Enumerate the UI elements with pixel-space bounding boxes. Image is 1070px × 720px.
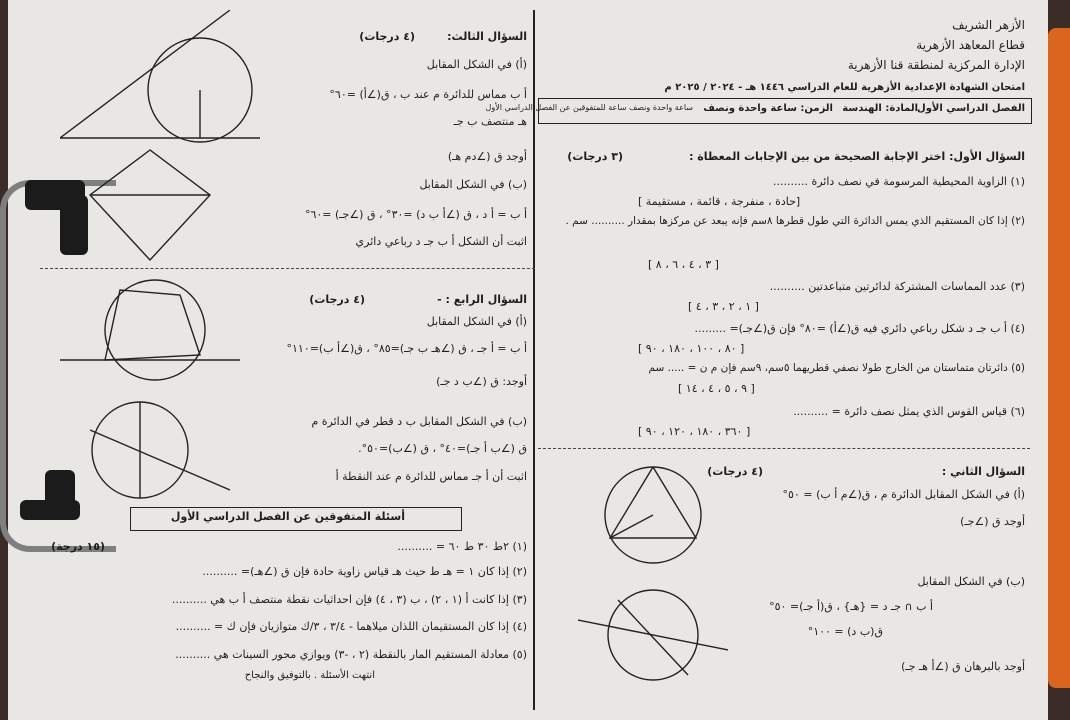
q1-item2-choices: [ ٣ ، ٤ ، ٦ ، ٨ ] (648, 258, 719, 271)
q2-b3: ق(ب د) = ١٠٠° (807, 625, 883, 638)
q1-item3: (٣) عدد المماسات المشتركة لدائرتين متباعدتين .......... (769, 280, 1025, 293)
q5-footer: انتهت الأسئلة . بالتوفيق والنجاح (244, 670, 375, 681)
q1-item1: (١) الزاوية المحيطية المرسومة في نصف دائرة .......... (773, 175, 1025, 188)
orange-folder-tab (1048, 28, 1070, 688)
q1-title: السؤال الأول: اختر الإجابة الصحيحة من بين الإجابات المعطاة : (689, 150, 1025, 163)
q4-a3: أوجد: ق (∠ب د جـ) (436, 375, 527, 388)
q1-item5-choices: [ ٩ ، ٥ ، ٤ ، ١٤ ] (678, 382, 755, 395)
q1-item1-choices: [ حادة ، منفرجة ، قائمة ، مستقيمة] (638, 195, 801, 208)
subject-label: المادة: الهندسة (842, 103, 918, 114)
q3-b3: اثبت أن الشكل أ ب جـ د رباعي دائري (355, 235, 527, 248)
exam-title: امتحان الشهادة الإعدادية الأزهرية للعام الدراسي ١٤٤٦ هـ - ٢٠٢٤ / ٢٠٢٥ م (664, 82, 1025, 93)
instructions-label: ساعة واحدة ونصف ساعة للمتفوقين عن الفصل الدراسي الأول (485, 103, 693, 112)
q5-item5: (٥) معادلة المستقيم المار بالنقطة (٢ ، -٣) ويوازي محور السينات هي .......... (175, 648, 527, 661)
q2-a2: أوجد ق (∠جـ) (960, 515, 1025, 528)
q1-item2: (٢) إذا كان المستقيم الذي يمس الدائرة التي طول قطرها ٨سم فإنه يبعد عن مركزها بمقدار .......... سم . (565, 215, 1025, 227)
q4-a2: أ ب = أ جـ ، ق (∠هـ ب جـ)=٨٥° ، ق(∠أ ب)=١١٠° (286, 342, 527, 355)
q1-item6: (٦) قياس القوس الذي يمثل نصف دائرة = .......... (793, 405, 1025, 418)
q1-marks: (٣ درجات) (567, 150, 623, 163)
header-line3: الإدارة المركزية لمنطقة قنا الأزهرية (847, 58, 1025, 72)
q3a-figure (60, 10, 260, 145)
q4-b3: اثبت أن أ جـ مماس للدائرة م عند النقطة أ (335, 470, 527, 483)
q5-item3: (٣) إذا كانت أ (١ ، ٢) ، ب (٣ ، ٤) فإن احداثيات نقطة منتصف أ ب هي .......... (171, 593, 527, 606)
q3-b1: (ب) في الشكل المقابل (419, 178, 527, 191)
q3-a1: (أ) في الشكل المقابل (426, 58, 527, 71)
q1-item3-choices: [ ١ ، ٢ ، ٣ ، ٤ ] (688, 300, 759, 313)
q5-item1: (١) ٢ط ٣٠ ط ٦٠ = .......... (397, 540, 527, 553)
q3-a2: أ ب مماس للدائرة م عند ب ، ق(∠أ) =٦٠° (329, 88, 527, 101)
q4b-figure (70, 390, 240, 505)
header-line1: الأزهر الشريف (952, 18, 1025, 32)
q2-a1: (أ) في الشكل المقابل الدائرة م ، ق(∠م أ ب) = ٥٠° (782, 488, 1025, 501)
q5-item2: (٢) إذا كان ١ = هـ ط حيث هـ قياس زاوية حادة فإن ق (∠هـ)= .......... (202, 565, 527, 578)
q3-divider (40, 268, 535, 269)
q3-a3: هـ منتصف ب جـ (453, 115, 527, 128)
q2-b1: (ب) في الشكل المقابل (917, 575, 1025, 588)
q5-marks: (١٥ درجة) (51, 540, 105, 553)
q4-b2: ق (∠ب أ جـ)=٤٠° ، ق (∠ب)=٥٠°. (358, 442, 527, 455)
q3-title: السؤال الثالث: (447, 30, 527, 43)
q2a-figure (578, 460, 728, 570)
q2-title: السؤال الثاني : (941, 465, 1025, 478)
q3-a4: أوجد ق (∠دم هـ) (447, 150, 527, 163)
q1-divider (538, 448, 1030, 449)
q5-item4: (٤) إذا كان المستقيمان اللذان ميلاهما - ٣/٤ ، ٣/ك متوازيان فإن ك = .......... (175, 620, 527, 633)
q4a-figure (60, 275, 240, 390)
q2-b2: أ ب ∩ جـ د = {هـ} ، ق(أ جـ)= ٥٠° (769, 600, 933, 613)
q1-item5: (٥) دائرتان متماستان من الخارج طولا نصفي قطريهما ٥سم، ٩سم فإن م ن = ..... سم (648, 362, 1025, 374)
q4-a1: (أ) في الشكل المقابل (426, 315, 527, 328)
q2b-figure (578, 580, 728, 690)
q3b-figure (60, 145, 240, 265)
time-label: الزمن: ساعة واحدة ونصف (703, 103, 833, 114)
q5-title: أسئلة المتفوقين عن الفصل الدراسي الأول (170, 510, 405, 523)
q1-item4: (٤) أ ب جـ د شكل رباعي دائري فيه ق(∠أ) =٨٠° فإن ق(∠جـ)= ......... (694, 322, 1025, 335)
left-column (40, 10, 535, 710)
q3-marks: (٤ درجات) (359, 30, 415, 43)
q4-title: السؤال الرابع : - (437, 293, 527, 306)
q2-b4: أوجد بالبرهان ق (∠أ هـ جـ) (901, 660, 1025, 673)
term-label: الفصل الدراسي الأول (917, 103, 1025, 114)
header-line2: قطاع المعاهد الأزهرية (916, 38, 1025, 52)
q3-b2: أ ب = أ د ، ق (∠أ ب د) =٣٠° ، ق (∠جـ) =٦٠° (304, 208, 527, 221)
q4-marks: (٤ درجات) (309, 293, 365, 306)
q2-marks: (٤ درجات) (707, 465, 763, 478)
q1-item6-choices: [ ٣٦٠ ، ١٨٠ ، ١٢٠ ، ٩٠ ] (638, 425, 751, 438)
q4-b1: (ب) في الشكل المقابل ب د قطر في الدائرة م (311, 415, 527, 428)
q1-item4-choices: [ ٨٠ ، ١٠٠ ، ١٨٠ ، ٩٠ ] (638, 342, 745, 355)
